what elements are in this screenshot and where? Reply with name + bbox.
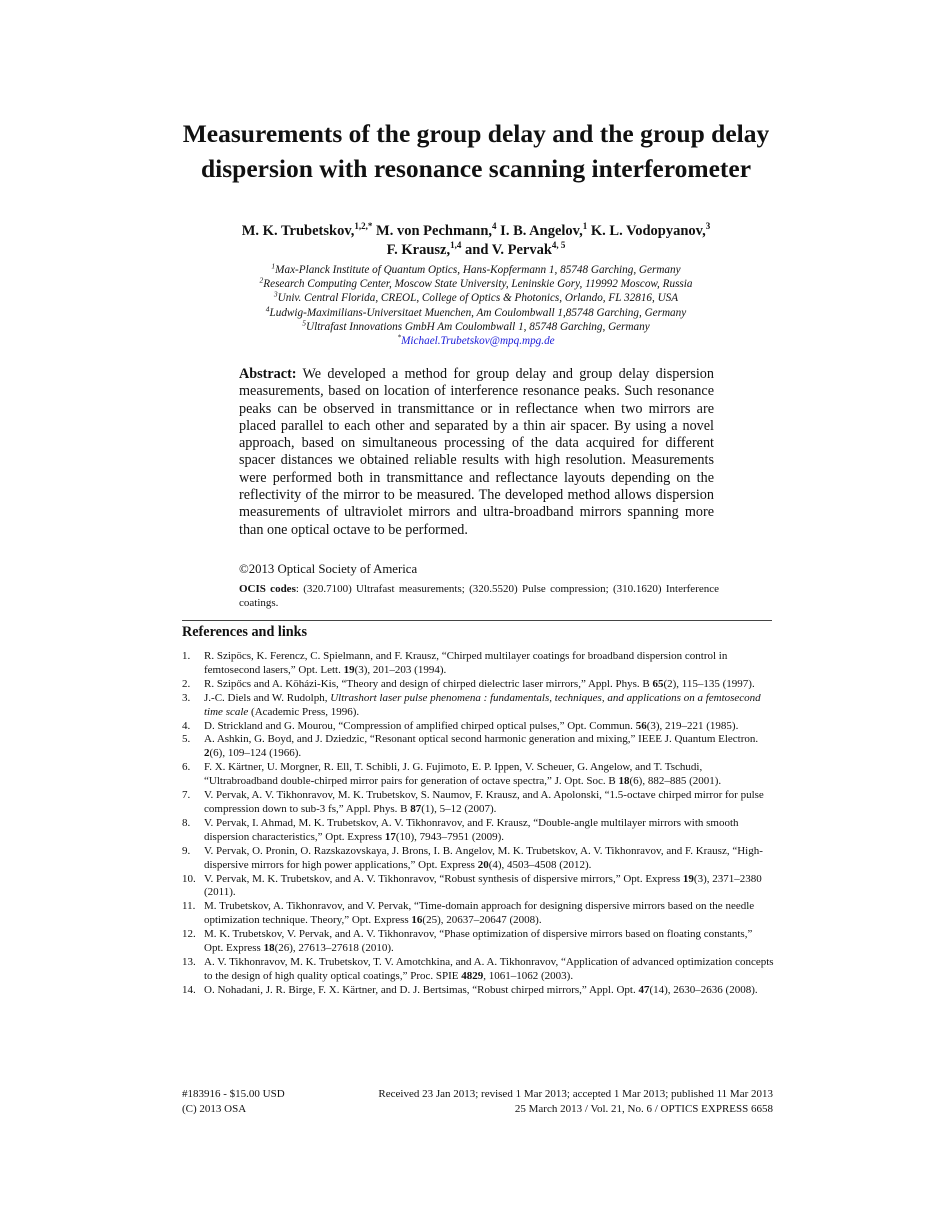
email-link[interactable]: Michael.Trubetskov@mpq.mpg.de: [401, 335, 555, 348]
footer-right: [300, 1087, 773, 1116]
reference-number: 4.: [182, 719, 191, 732]
reference-segment: (2), 115–135 (1997).: [663, 677, 755, 690]
reference-volume: 16: [411, 914, 423, 927]
affiliation-item: [150, 320, 802, 334]
reference-segment: R. Szipöcs, K. Ferencz, C. Spielmann, and F. Krausz, “Chirped multilayer coatings for broadband dispersion control in femtosecond lasers,” Opt. Lett.: [204, 650, 728, 676]
reference-volume: 65: [652, 677, 664, 690]
ocis-text: : (320.7100) Ultrafast measurements; (320.5520) Pulse compression; (310.1620) Interference coatings.: [239, 583, 719, 609]
footer-copyright: (C) 2013 OSA: [182, 1102, 247, 1115]
reference-segment: (3), 201–203 (1994).: [354, 663, 447, 676]
ocis-label: OCIS codes: [239, 583, 296, 595]
affiliation-item: [150, 291, 802, 305]
affiliation-list: [150, 263, 802, 348]
author-name: and V. Pervak: [461, 242, 552, 258]
reference-text: [204, 720, 774, 734]
abstract-label: Abstract:: [239, 366, 297, 382]
reference-segment: A. V. Tikhonravov, M. K. Trubetskov, T. V. Amotchkina, and A. A. Tikhonravov, “Application of advanced optimization concepts to the design of high quality optical coatings,” Proc. SPIE: [204, 955, 774, 982]
author-name: K. L. Vodopyanov,: [587, 223, 706, 239]
author-line-1: [150, 222, 802, 241]
footer-dates: Received 23 Jan 2013; revised 1 Mar 2013; accepted 1 Mar 2013; published 11 Mar 2013: [378, 1088, 773, 1100]
abstract: [239, 366, 714, 539]
reference-text: [204, 900, 774, 928]
affiliation-marker: 1: [271, 261, 276, 271]
reference-segment: V. Pervak, A. V. Tikhonravov, M. K. Trubetskov, S. Naumov, F. Krausz, and A. Apolonski, “1.5-octave chirped mirror for pulse compression down to sub-3 fs,” Appl. Phys. B: [204, 789, 764, 815]
reference-text: [204, 692, 774, 720]
reference-item: [182, 873, 774, 901]
affiliation-marker: 4: [265, 303, 270, 313]
reference-number: 2.: [182, 677, 191, 690]
author-affiliation-marker: 4: [492, 221, 497, 232]
reference-number: 14.: [182, 983, 196, 996]
affiliation-marker: 5: [302, 318, 307, 328]
author-affiliation-marker: 1,4: [450, 240, 462, 251]
reference-segment: (3), 219–221 (1985).: [646, 719, 739, 732]
references-heading: References and links: [182, 624, 308, 640]
reference-segment: (14), 2630–2636 (2008).: [649, 983, 758, 996]
reference-segment: (6), 882–885 (2001).: [629, 775, 722, 788]
abstract-text: We developed a method for group delay and group delay dispersion measurements, based on location of interference resonance peaks. Such resonance peaks can be observed in transmittance or in reflectance when two mirrors are placed parallel to each other and separated by a thin air spacer. By using a novel approach, based on simultaneous processing of the data acquired for different spacer distances we obtained reliable results with high resolution. Measurements were performed both in transmittance and reflectance layouts depending on the reflectivity of the mirror to be measured. The developed method allows dispersion measurements of ultraviolet mirrors and ultra-broadband mirrors spanning more than one optical octave to be performed.: [239, 366, 714, 538]
reference-segment: (4), 4503–4508 (2012).: [488, 858, 592, 871]
reference-item: [182, 789, 774, 817]
reference-volume: 19: [343, 663, 355, 676]
reference-text: [204, 928, 774, 956]
reference-book-title: Ultrashort laser pulse phenomena : fundamentals, techniques, and applications on a femtosecond time scale: [204, 691, 761, 718]
reference-segment: V. Pervak, O. Pronin, O. Razskazovskaya, J. Brons, I. B. Angelov, M. K. Trubetskov, A. V. Tikhonravov, and F. Krausz, “High-dispersive mirrors for high power applications,” Opt. Express: [204, 844, 763, 871]
reference-segment: , 1061–1062 (2003).: [483, 969, 574, 982]
footer-left: [182, 1087, 285, 1116]
reference-item: [182, 984, 774, 998]
reference-number: 13.: [182, 955, 196, 968]
reference-number: 9.: [182, 844, 191, 857]
reference-text: [204, 678, 774, 692]
section-divider: [182, 620, 772, 621]
reference-volume: 19: [682, 872, 694, 885]
reference-number: 7.: [182, 789, 191, 802]
reference-item: [182, 733, 774, 761]
reference-text: [204, 650, 774, 678]
affiliation-text: Ludwig-Maximilians-Universitaet Muenchen, Am Coulombwall 1,85748 Garching, Germany: [269, 306, 687, 319]
reference-volume: 17: [384, 830, 396, 843]
affiliation-text: Univ. Central Florida, CREOL, College of Optics & Photonics, Orlando, FL 32816, USA: [277, 292, 679, 305]
reference-volume: 2: [204, 747, 210, 760]
reference-text: [204, 873, 774, 901]
reference-segment: V. Pervak, I. Ahmad, M. K. Trubetskov, A. V. Tikhonravov, and F. Krausz, “Double-angle multilayer mirrors with smooth dispersion characteristics,” Opt. Express: [204, 816, 739, 843]
reference-volume: 18: [263, 942, 275, 955]
reference-item: [182, 650, 774, 678]
reference-number: 10.: [182, 872, 196, 885]
corresponding-email: [150, 334, 802, 348]
reference-segment: (25), 20637–20647 (2008).: [422, 914, 542, 927]
affiliation-text: Max-Planck Institute of Quantum Optics, Hans-Kopfermann 1, 85748 Garching, Germany: [275, 264, 681, 276]
author-affiliation-marker: 3: [705, 221, 711, 232]
reference-number: 11.: [182, 900, 196, 913]
author-list: [150, 222, 802, 260]
reference-segment: (26), 27613–27618 (2010).: [274, 942, 394, 955]
reference-text: [204, 789, 774, 817]
author-name: M. von Pechmann,: [372, 223, 493, 239]
reference-segment: R. Szipőcs and A. Köházi-Kis, “Theory and design of chirped dielectric laser mirrors,” Appl. Phys. B: [204, 677, 653, 690]
reference-number: 8.: [182, 816, 191, 829]
affiliation-item: [150, 303, 802, 320]
reference-text: [204, 956, 774, 984]
reference-number: 1.: [182, 650, 191, 662]
reference-segment: J.-C. Diels and W. Rudolph,: [204, 691, 331, 704]
reference-list: [182, 650, 774, 998]
reference-segment: M. Trubetskov, A. Tikhonravov, and V. Pervak, “Time-domain approach for designing dispersive mirrors based on the needle optimization technique. Theory,” Opt. Express: [204, 900, 755, 927]
author-name: F. Krausz,: [386, 242, 451, 258]
reference-segment: (10), 7943–7951 (2009).: [395, 830, 504, 843]
reference-item: [182, 928, 774, 956]
affiliation-item: [150, 277, 802, 291]
reference-text: [204, 845, 774, 873]
affiliation-text: Ultrafast Innovations GmbH Am Coulombwall 1, 85748 Garching, Germany: [306, 320, 650, 333]
footer-price: #183916 - $15.00 USD: [182, 1088, 285, 1100]
author-line-2: [150, 241, 802, 260]
affiliation-marker: 3: [273, 289, 278, 299]
reference-text: [204, 761, 774, 789]
reference-volume: 20: [477, 858, 489, 871]
reference-number: 6.: [182, 761, 191, 774]
copyright-notice: ©2013 Optical Society of America: [239, 562, 418, 576]
reference-volume: 18: [618, 775, 630, 788]
footer-citation: 25 March 2013 / Vol. 21, No. 6 / OPTICS EXPRESS 6658: [514, 1102, 773, 1115]
author-affiliation-marker: 4, 5: [551, 240, 566, 251]
reference-text: [204, 733, 774, 761]
reference-number: 3.: [182, 691, 191, 704]
reference-segment: F. X. Kärtner, U. Morgner, R. Ell, T. Schibli, J. G. Fujimoto, E. P. Ippen, V. Scheuer, G. Angelow, and T. Tschudi, “Ultrabroadband double-chirped mirror pairs for generation of octave spectra,” J. Opt. Soc. B: [204, 761, 703, 788]
reference-segment: (6), 109–124 (1966).: [209, 747, 302, 760]
author-name: M. K. Trubetskov,: [241, 223, 355, 239]
reference-item: [182, 678, 774, 692]
reference-text: [204, 984, 774, 998]
author-affiliation-marker: 1: [582, 221, 588, 232]
reference-segment: (1), 5–12 (2007).: [421, 802, 497, 815]
reference-volume: 56: [635, 719, 647, 732]
email-marker: *: [397, 332, 402, 342]
author-name: I. B. Angelov,: [496, 223, 583, 239]
affiliation-text: Research Computing Center, Moscow State University, Leninskie Gory, 119992 Moscow, Russia: [263, 278, 693, 291]
reference-segment: V. Pervak, M. K. Trubetskov, and A. V. Tikhonravov, “Robust synthesis of dispersive mirrors,” Opt. Express: [204, 872, 683, 885]
reference-segment: A. Ashkin, G. Boyd, and J. Dziedzic, “Resonant optical second harmonic generation and mixing,” IEEE J. Quantum Electron.: [204, 733, 759, 746]
reference-item: [182, 692, 774, 720]
reference-item: [182, 761, 774, 789]
reference-item: [182, 817, 774, 845]
reference-segment: (3), 2371–2380 (2011).: [204, 872, 762, 899]
reference-segment: D. Strickland and G. Mourou, “Compression of amplified chirped optical pulses,” Opt. Commun.: [204, 719, 636, 732]
affiliation-marker: 2: [259, 275, 264, 285]
reference-item: [182, 900, 774, 928]
reference-item: [182, 956, 774, 984]
reference-volume: 47: [638, 983, 650, 996]
reference-number: 5.: [182, 733, 191, 746]
reference-number: 12.: [182, 928, 196, 941]
reference-segment: (Academic Press, 1996).: [248, 705, 360, 718]
reference-item: [182, 845, 774, 873]
reference-segment: M. K. Trubetskov, V. Pervak, and A. V. Tikhonravov, “Phase optimization of dispersive mirrors based on floating constants,” Opt. Express: [204, 928, 753, 955]
reference-volume: 87: [410, 802, 422, 815]
reference-item: [182, 720, 774, 734]
reference-volume: 4829: [461, 969, 484, 982]
affiliations: [150, 263, 802, 334]
affiliation-item: [150, 263, 802, 277]
reference-segment: O. Nohadani, J. R. Birge, F. X. Kärtner, and D. J. Bertsimas, “Robust chirped mirrors,” Appl. Opt.: [204, 983, 639, 996]
ocis-codes: [239, 583, 719, 610]
reference-text: [204, 817, 774, 845]
paper-title: Measurements of the group delay and the group delay dispersion with resonance scanning interferometer: [182, 119, 770, 183]
author-affiliation-marker: 1,2,*: [354, 221, 373, 232]
